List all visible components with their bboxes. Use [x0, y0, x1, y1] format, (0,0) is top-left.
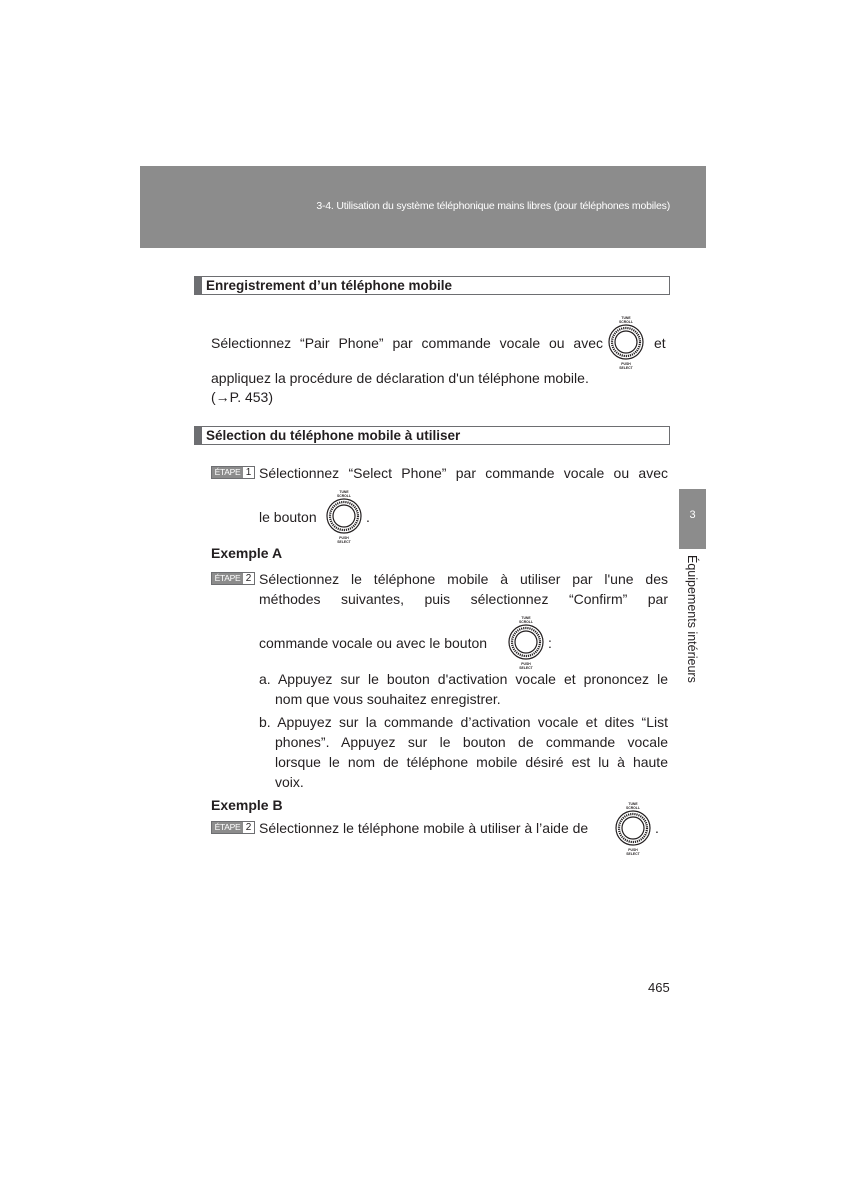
- tune-select-knob-icon: [504, 614, 548, 670]
- tune-select-knob-icon: [604, 314, 648, 370]
- chapter-header-band: [140, 166, 706, 248]
- step-text: Sélectionnez le téléphone mobile à utiliser à l’aide de: [259, 820, 589, 836]
- knob-label: TUNE: [339, 490, 349, 494]
- chapter-number: 3: [689, 509, 696, 521]
- knob-label: SELECT: [519, 666, 533, 670]
- step-badge: [211, 821, 255, 834]
- step-text-end: .: [366, 509, 370, 525]
- paragraph-line: appliquez la procédure de déclaration d'un téléphone mobile.: [211, 370, 589, 386]
- knob-label: PUSH: [621, 362, 631, 366]
- list-item-a-cont: nom que vous souhaitez enregistrer.: [275, 691, 501, 707]
- step-text: Sélectionnez le téléphone mobile à utiliser par l'une des: [259, 571, 668, 587]
- list-item-b: b. Appuyez sur la commande d’activation vocale et dites “List: [259, 714, 668, 730]
- paragraph-line: Sélectionnez “Pair Phone” par commande vocale ou avec: [211, 335, 603, 351]
- section-title: Sélection du téléphone mobile à utiliser: [206, 428, 461, 443]
- knob-label: SCROLL: [519, 620, 533, 624]
- step-text: méthodes suivantes, puis sélectionnez “Confirm” par: [259, 591, 668, 607]
- step-text: commande vocale ou avec le bouton: [259, 635, 488, 651]
- step-number: 2: [245, 573, 252, 584]
- paragraph-line-end: et: [654, 335, 666, 351]
- page-reference: (→P. 453): [211, 389, 273, 405]
- knob-label: TUNE: [628, 802, 638, 806]
- knob-label: SELECT: [337, 540, 351, 544]
- knob-label: PUSH: [628, 848, 638, 852]
- knob-label: SCROLL: [337, 494, 351, 498]
- step-text: Sélectionnez “Select Phone” par commande vocale ou avec: [259, 465, 668, 481]
- step-text-end: .: [655, 820, 659, 836]
- step-text-end: :: [548, 635, 552, 651]
- chapter-tab: [679, 489, 706, 549]
- knob-label: PUSH: [339, 536, 349, 540]
- step-badge: [211, 572, 255, 585]
- step-label: ÉTAPE: [212, 467, 243, 478]
- list-item-b-cont: phones”. Appuyez sur le bouton de commande vocale: [275, 734, 668, 750]
- example-heading: Exemple A: [211, 545, 283, 561]
- knob-label: SELECT: [619, 366, 633, 370]
- page-number: 465: [648, 980, 670, 995]
- list-item-a: a. Appuyez sur le bouton d'activation vocale et prononcez le: [259, 671, 668, 687]
- tune-select-knob-icon: [611, 800, 655, 856]
- list-item-b-cont: voix.: [275, 774, 304, 790]
- chapter-title: Équipements intérieurs: [685, 555, 699, 683]
- step-text: le bouton: [259, 509, 317, 525]
- knob-label: SCROLL: [626, 806, 640, 810]
- section-heading-pairing: [194, 276, 670, 295]
- list-item-b-cont: lorsque le nom de téléphone mobile désiré est lu à haute: [275, 754, 668, 770]
- step-badge: [211, 466, 255, 479]
- knob-label: PUSH: [521, 662, 531, 666]
- step-number: 1: [245, 467, 252, 478]
- step-label: ÉTAPE: [212, 822, 243, 833]
- tune-select-knob-icon: [322, 488, 366, 544]
- section-heading-selection: [194, 426, 670, 445]
- knob-label: SELECT: [626, 852, 640, 856]
- knob-label: TUNE: [621, 316, 631, 320]
- example-heading: Exemple B: [211, 797, 283, 813]
- section-title: Enregistrement d’un téléphone mobile: [206, 278, 453, 293]
- step-label: ÉTAPE: [212, 573, 243, 584]
- knob-label: TUNE: [521, 616, 531, 620]
- step-number: 2: [245, 822, 252, 833]
- knob-label: SCROLL: [619, 320, 633, 324]
- breadcrumb: 3-4. Utilisation du système téléphonique mains libres (pour téléphones mobiles): [316, 200, 670, 212]
